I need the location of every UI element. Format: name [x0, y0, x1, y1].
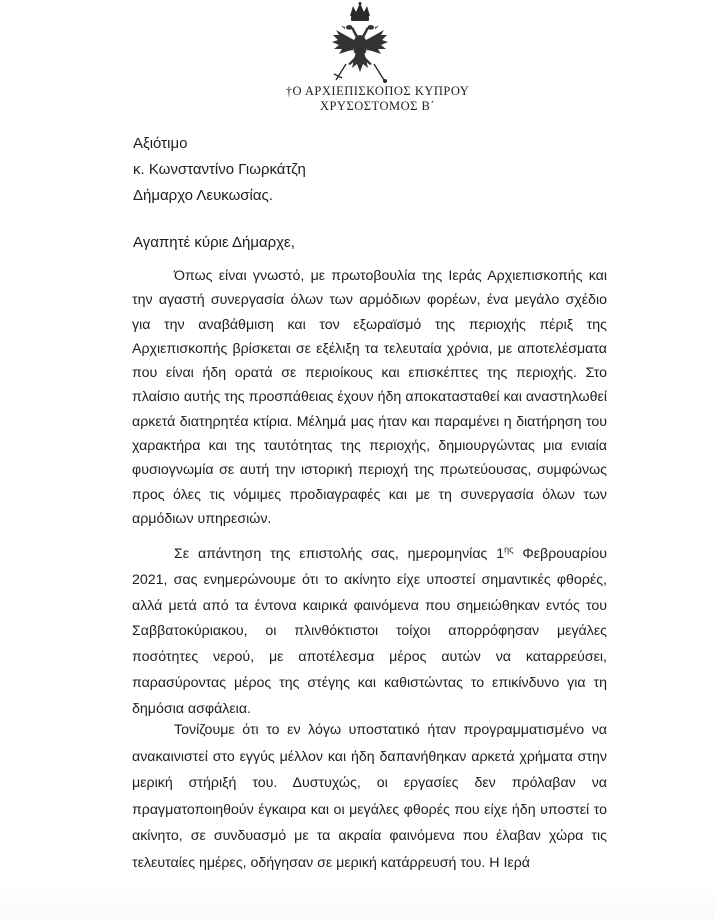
ordinal-suffix: ης [504, 544, 514, 555]
paragraph-1: Όπως είναι γνωστό, με πρωτοβουλία της Ιεράς Αρχιεπισκοπής και την αγαστή συνεργασία όλων των αρμόδιων φορέων, ένα μεγάλο σχέδιο για την αναβάθμιση και τον εξωραϊσμό της περιοχής πέριξ της Αρχιεπισκοπής βρίσκεται σε εξέλιξη τα τελευταία χρόνια, με αποτελέσματα που είναι ήδη ορατά σε περιοίκους και επισκέπτες της περιοχής. Στο πλαίσιο αυτής της προσπάθειας έχουν ήδη αποκατασταθεί και αναστηλωθεί αρκετά διατηρητέα κτίρια. Μέλημά μας ήταν και παραμένει η διατήρηση του χαρακτήρα και της ταυτότητας της περιοχής, δημιουργώντας μια ενιαία φυσιογνωμία σε αυτή την ιστορική περιοχή της πρωτεύουσας, συμφώνως προς όλες τις νόμιμες προδιαγραφές και με τη συνεργασία όλων των αρμόδιων υπηρεσιών. [132, 268, 607, 527]
recipient-line-3: Δήμαρχο Λευκωσίας. [133, 187, 273, 204]
page-bottom-edge [0, 885, 715, 920]
paragraph-2-rest: Φεβρουαρίου 2021, σας ενημερώνουμε ότι το ακίνητο είχε υποστεί σημαντικές φθορές, αλλά μετά από τα έντονα καιρικά φαινόμενα που σημειώθηκαν εντός του Σαββατοκύριακου, οι πλινθόκτιστοι τοίχοι απορρόφησαν μεγάλες ποσότητες νερού, με αποτέλεσμα μέρος αυτών να καταρρεύσει, παρασύροντας μέρος της στέγης και καθιστώντας το επικίνδυνο για τη δημόσια ασφάλεια. [132, 546, 607, 717]
recipient-line-1: Αξιότιμο [133, 135, 188, 152]
letterhead-name: ΧΡΥΣΟΣΤΟΜΟΣ Β΄ [319, 99, 436, 113]
double-headed-eagle-crest-icon [322, 2, 398, 84]
letterhead-title: †Ο ΑΡΧΙΕΠΙΣΚΟΠΟΣ ΚΥΠΡΟΥ [285, 84, 470, 98]
paragraph-3: Τονίζουμε ότι το εν λόγω υποστατικό ήταν προγραμματισμένο να ανακαινιστεί στο εγγύς μέλλον και ήδη δαπανήθηκαν αρκετά χρήματα στην μερική στήριξή του. Δυστυχώς, οι εργασίες δεν πρόλαβαν να πραγματοποιηθούν έγκαιρα και οι μεγάλες φθορές που είχε ήδη υποστεί το ακίνητο, σε συνδυασμό με τα ακραία φαινόμενα που έλαβαν χώρα τις τελευταίες ημέρες, οδήγησαν σε μερική κατάρρευσή του. Η Ιερά [132, 722, 607, 871]
paragraph-2-start: Σε απάντηση της επιστολής σας, ημερομηνίας 1 [174, 546, 505, 562]
recipient-line-2: κ. Κωνσταντίνο Γιωρκάτζη [133, 161, 306, 178]
salutation: Αγαπητέ κύριε Δήμαρχε, [133, 234, 295, 251]
paragraph-2 [132, 542, 607, 723]
